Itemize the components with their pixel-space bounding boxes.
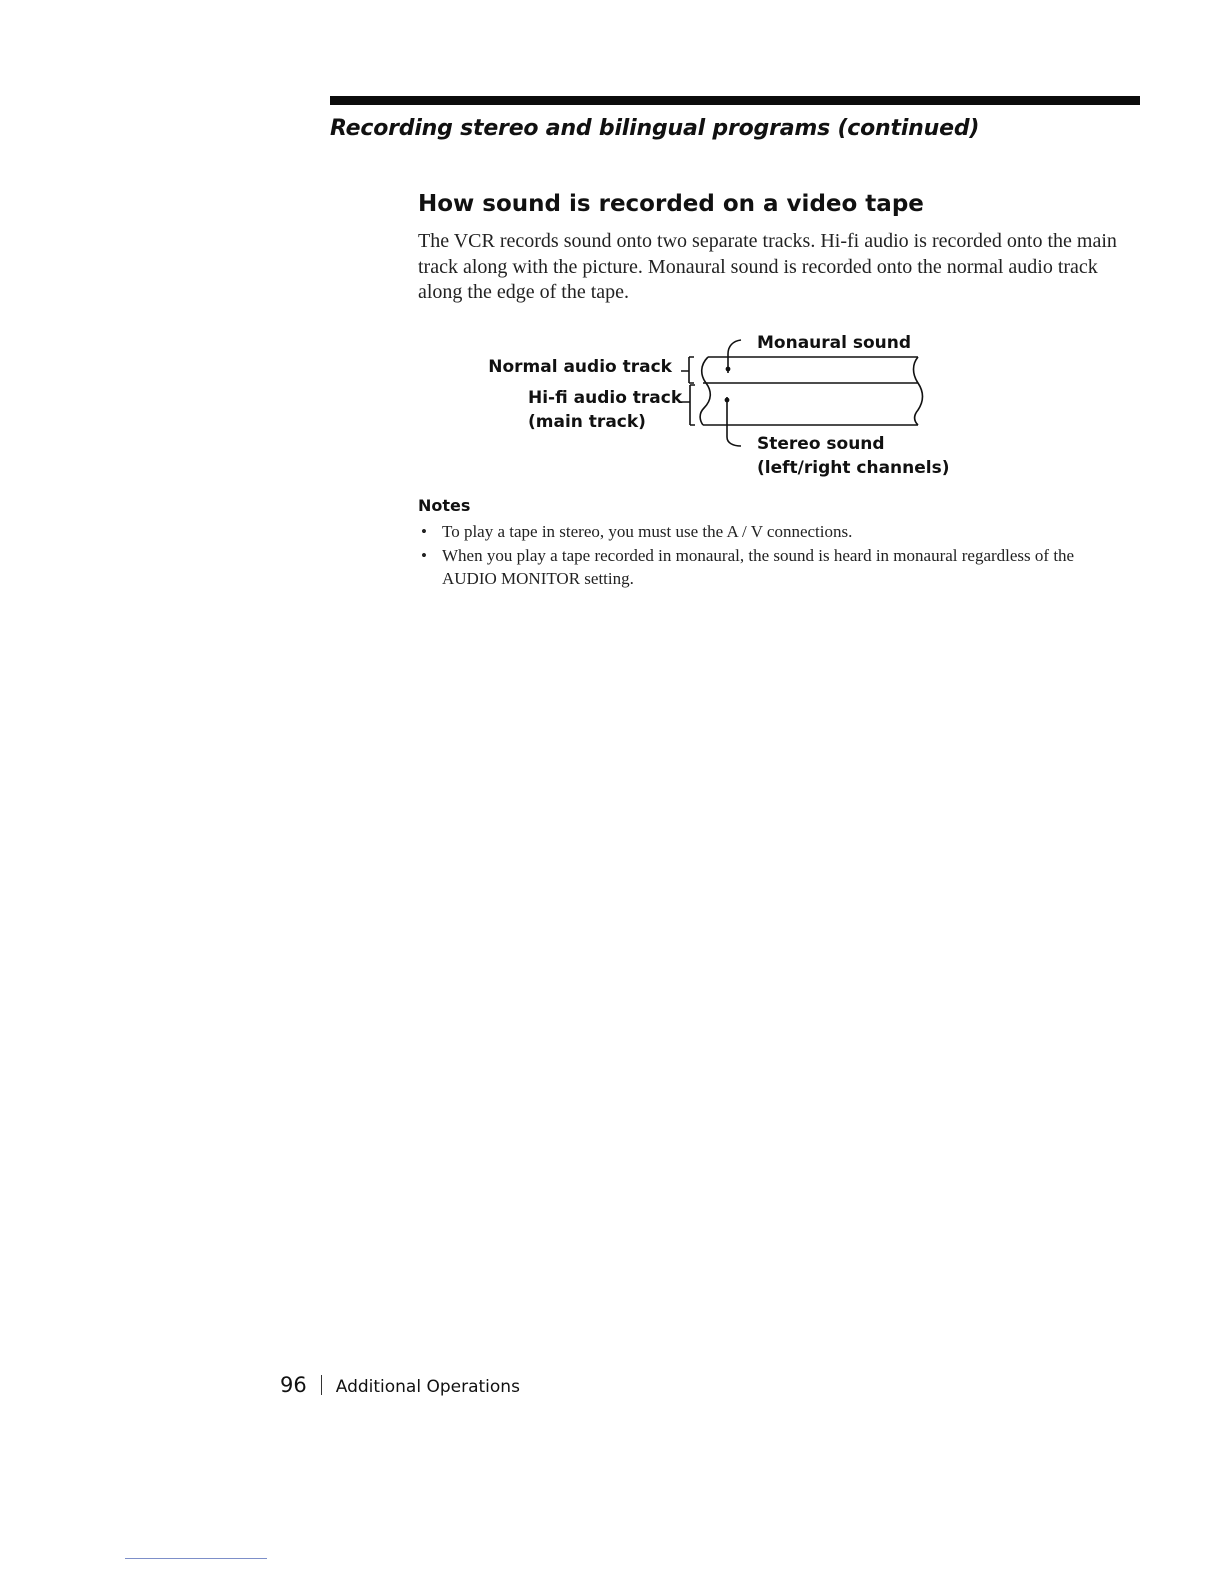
stereo-head-dot [725, 398, 730, 403]
hifi-track-label: Hi-fi audio track [528, 388, 683, 408]
stereo-leader [727, 397, 741, 446]
subheading: How sound is recorded on a video tape [418, 191, 924, 217]
notes-list [418, 520, 1108, 591]
hifi-track-bracket [681, 385, 695, 425]
header-rule [330, 96, 1140, 105]
tape-left-wavy-edge [700, 357, 710, 425]
main-track-label: (main track) [528, 412, 646, 432]
notes-heading: Notes [418, 496, 471, 515]
footer-separator [321, 1375, 322, 1395]
bottom-edge-line [125, 1558, 267, 1559]
monaural-head-dot [726, 367, 731, 372]
body-paragraph: The VCR records sound onto two separate tracks. Hi-fi audio is recorded onto the main track along with the picture. Monaural sound is recorded onto the normal audio track along the edge of the tape. [418, 230, 1117, 303]
monaural-leader [728, 340, 741, 373]
channels-label: (left/right channels) [757, 458, 950, 478]
section-header: Recording stereo and bilingual programs (continued) [330, 116, 980, 141]
normal-track-label: Normal audio track [488, 357, 672, 377]
footer-section-name: Additional Operations [335, 1377, 520, 1397]
normal-track-bracket [681, 357, 694, 383]
page-footer [280, 1373, 520, 1397]
tape-right-wavy-edge [914, 357, 923, 425]
stereo-sound-label: Stereo sound [757, 434, 885, 454]
monaural-sound-label: Monaural sound [757, 333, 912, 353]
note-item: • When you play a tape recorded in monaural, the sound is heard in monaural regardless of the AUDIO MONITOR setting. [418, 544, 1108, 590]
page-number: 96 [280, 1373, 307, 1397]
note-item: • To play a tape in stereo, you must use the A / V connections. [418, 520, 1108, 543]
